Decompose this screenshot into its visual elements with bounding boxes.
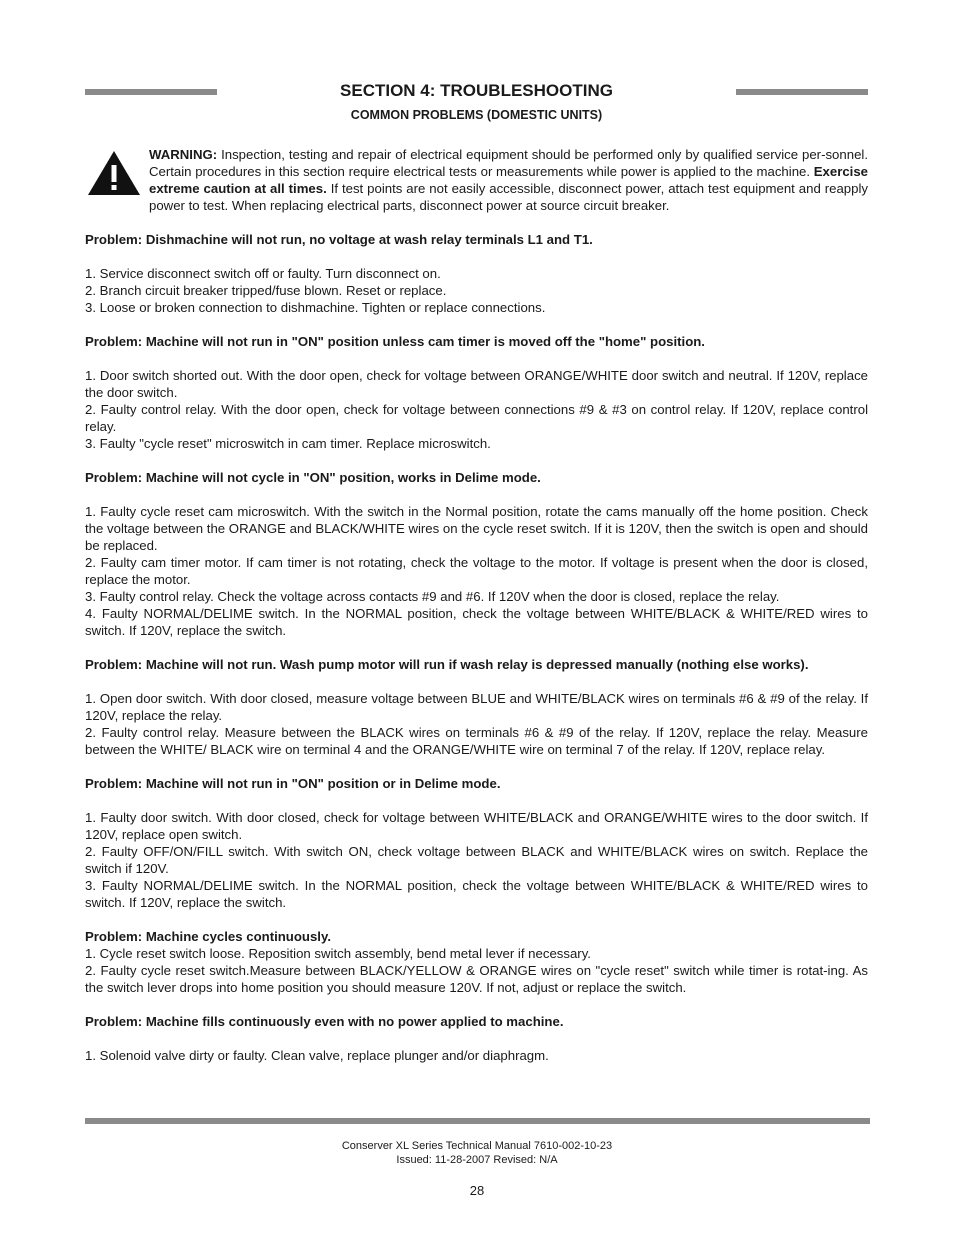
page-body [85,146,868,1064]
problem-title: Problem: Dishmachine will not run, no voltage at wash relay terminals L1 and T1. [85,232,593,247]
solution-item: 1. Open door switch. With door closed, measure voltage between BLUE and WHITE/BLACK wires on terminals #6 & #9 of the relay. If 120V, replace the relay. [85,691,868,723]
solution-item: 2. Faulty control relay. Measure between the BLACK wires on terminals #6 & #9 of the relay. If 120V, replace the relay. Measure between the WHITE/ BLACK wire on terminal 4 and the ORANGE/WHITE wire on terminal 7 of the relay. If 120V, replace relay. [85,725,868,757]
warning-text-part2: If test points are not easily accessible, disconnect power, attach test equipment and reapply power to test. When replacing electrical parts, disconnect power at source circuit breaker. [149,181,868,213]
footer-manual-title: Conserver XL Series Technical Manual 7610-002-10-23 [341,1140,613,1152]
problem-title: Problem: Machine will not cycle in "ON" position, works in Delime mode. [85,470,541,485]
solution-item: 1. Faulty door switch. With door closed, check for voltage between WHITE/BLACK and ORANGE/WHITE wires to the door switch. If 120V, replace open switch. [85,810,868,842]
solution-item: 1. Service disconnect switch off or faulty. Turn disconnect on. [85,266,441,281]
warning-label: WARNING: [149,147,218,162]
problem-title: Problem: Machine will not run in "ON" position or in Delime mode. [85,776,501,791]
footer-rule [85,1118,870,1124]
solution-item: 2. Faulty OFF/ON/FILL switch. With switch ON, check voltage between BLACK and WHITE/BLACK wires on switch. Replace the switch if 120V. [85,844,868,876]
warning-triangle-icon [85,148,143,198]
solution-item: 3. Faulty "cycle reset" microswitch in cam timer. Replace microswitch. [85,436,491,451]
section-header [85,80,868,104]
solution-item: 1. Solenoid valve dirty or faulty. Clean valve, replace plunger and/or diaphragm. [85,1048,549,1063]
problem-title: Problem: Machine cycles continuously. [85,929,331,944]
solution-item: 1. Cycle reset switch loose. Reposition switch assembly, bend metal lever if necessary. [85,946,591,961]
problem-title: Problem: Machine fills continuously even with no power applied to machine. [85,1014,564,1029]
warning-block [85,146,868,214]
warning-text-part1: Inspection, testing and repair of electrical equipment should be performed only by qualified service per-sonnel. Certain procedures in this section require electrical tests or measurements while power is applied to the machine. [149,147,868,179]
problem-title: Problem: Machine will not run. Wash pump motor will run if wash relay is depressed manually (nothing else works). [85,657,809,672]
page-number: 28 [469,1183,485,1198]
solution-item: 2. Branch circuit breaker tripped/fuse blown. Reset or replace. [85,283,447,298]
warning-text [85,146,868,214]
solution-item: 3. Faulty NORMAL/DELIME switch. In the NORMAL position, check the voltage between WHITE/BLACK & WHITE/RED wires to switch. If 120V, replace the switch. [85,878,868,910]
solution-item: 3. Loose or broken connection to dishmachine. Tighten or replace connections. [85,300,546,315]
solution-item: 1. Door switch shorted out. With the door open, check for voltage between ORANGE/WHITE door switch and neutral. If 120V, replace the door switch. [85,368,868,400]
solution-item: 2. Faulty control relay. With the door open, check for voltage between connections #9 & #3 on control relay. If 120V, replace control relay. [85,402,868,434]
solution-item: 1. Faulty cycle reset cam microswitch. With the switch in the Normal position, rotate the cams manually off the home position. Check the voltage between the ORANGE and BLACK/WHITE wires on the cycle reset switch. If it is 120V, then the switch is open and should be replaced. [85,504,868,553]
solution-item: 2. Faulty cycle reset switch.Measure between BLACK/YELLOW & ORANGE wires on "cycle reset" switch while timer is rotat-ing. As the switch lever drops into home position you should measure 120V. If not, adjust or replace the switch. [85,963,868,995]
warning-emphasis: Exercise extreme caution at all times. [149,164,868,196]
solution-item: 2. Faulty cam timer motor. If cam timer is not rotating, check the voltage to the motor. If voltage is present when the door is closed, replace the motor. [85,555,868,587]
footer-issue-date: Issued: 11-28-2007 Revised: N/A [396,1154,558,1166]
solution-item: 3. Faulty control relay. Check the voltage across contacts #9 and #6. If 120V when the door is closed, replace the relay. [85,589,780,604]
section-title: SECTION 4: TROUBLESHOOTING [340,81,613,100]
problem-title: Problem: Machine will not run in "ON" position unless cam timer is moved off the "home" position. [85,334,705,349]
section-subtitle: COMMON PROBLEMS (DOMESTIC UNITS) [350,108,603,122]
header-rule-right [736,89,868,95]
solution-item: 4. Faulty NORMAL/DELIME switch. In the NORMAL position, check the voltage between WHITE/BLACK & WHITE/RED wires to switch. If 120V, replace the switch. [85,606,868,638]
